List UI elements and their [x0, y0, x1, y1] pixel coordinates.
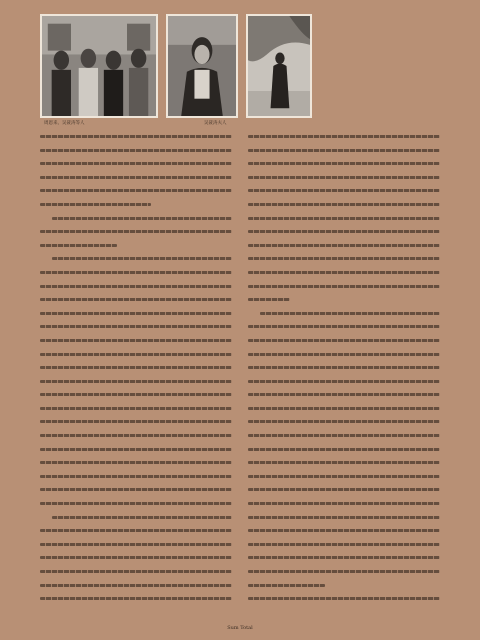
text-line	[248, 144, 440, 158]
text-line	[248, 266, 440, 280]
text-line	[40, 565, 232, 579]
text-line	[40, 348, 232, 362]
photo-caption-2: 吴聂涛夫人	[204, 121, 227, 126]
text-line	[40, 511, 232, 525]
text-line	[40, 198, 232, 212]
text-line	[40, 171, 232, 185]
text-line	[248, 252, 440, 266]
text-line	[40, 592, 232, 606]
text-line	[248, 171, 440, 185]
text-line	[40, 307, 232, 321]
text-line	[40, 415, 232, 429]
text-line	[248, 184, 440, 198]
text-line	[248, 130, 440, 144]
text-line	[40, 470, 232, 484]
text-line	[248, 334, 440, 348]
text-line	[40, 212, 232, 226]
page-number: Sum Total	[227, 625, 253, 631]
text-line	[40, 579, 232, 593]
text-line	[248, 402, 440, 416]
text-line	[248, 415, 440, 429]
text-line	[40, 293, 232, 307]
text-line	[248, 198, 440, 212]
text-line	[40, 252, 232, 266]
standing-figure-photo	[246, 14, 312, 118]
text-line	[40, 334, 232, 348]
text-line	[248, 470, 440, 484]
text-line	[40, 280, 232, 294]
text-line	[248, 239, 440, 253]
text-line	[40, 483, 232, 497]
text-line	[40, 144, 232, 158]
text-line	[40, 239, 232, 253]
text-line	[248, 225, 440, 239]
text-line	[248, 280, 440, 294]
text-line	[40, 402, 232, 416]
text-line	[40, 361, 232, 375]
text-line	[40, 388, 232, 402]
text-line	[248, 157, 440, 171]
text-line	[40, 320, 232, 334]
text-line	[40, 157, 232, 171]
text-line	[40, 429, 232, 443]
body-text-left-column	[40, 130, 232, 614]
text-line	[248, 307, 440, 321]
text-line	[248, 388, 440, 402]
text-line	[248, 565, 440, 579]
text-line	[40, 443, 232, 457]
text-line	[248, 443, 440, 457]
text-line	[40, 184, 232, 198]
text-line	[40, 538, 232, 552]
text-line	[248, 348, 440, 362]
text-line	[248, 456, 440, 470]
text-line	[40, 524, 232, 538]
text-line	[248, 361, 440, 375]
text-line	[248, 511, 440, 525]
text-line	[248, 538, 440, 552]
body-text-right-column	[248, 130, 440, 614]
text-line	[248, 483, 440, 497]
text-line	[248, 524, 440, 538]
photo-strip	[40, 14, 440, 118]
text-line	[40, 130, 232, 144]
text-line	[248, 592, 440, 606]
text-line	[248, 212, 440, 226]
portrait-photo	[166, 14, 238, 118]
group-photo	[40, 14, 158, 118]
text-line	[248, 320, 440, 334]
text-line	[248, 497, 440, 511]
text-line	[40, 266, 232, 280]
text-line	[248, 429, 440, 443]
text-line	[40, 375, 232, 389]
text-line	[40, 456, 232, 470]
text-line	[248, 551, 440, 565]
text-line	[40, 225, 232, 239]
text-line	[248, 579, 440, 593]
text-line	[248, 375, 440, 389]
text-line	[40, 551, 232, 565]
text-line	[248, 293, 440, 307]
photo-caption-1: 周恩来、吴聂涛等人	[44, 121, 85, 126]
text-line	[40, 497, 232, 511]
